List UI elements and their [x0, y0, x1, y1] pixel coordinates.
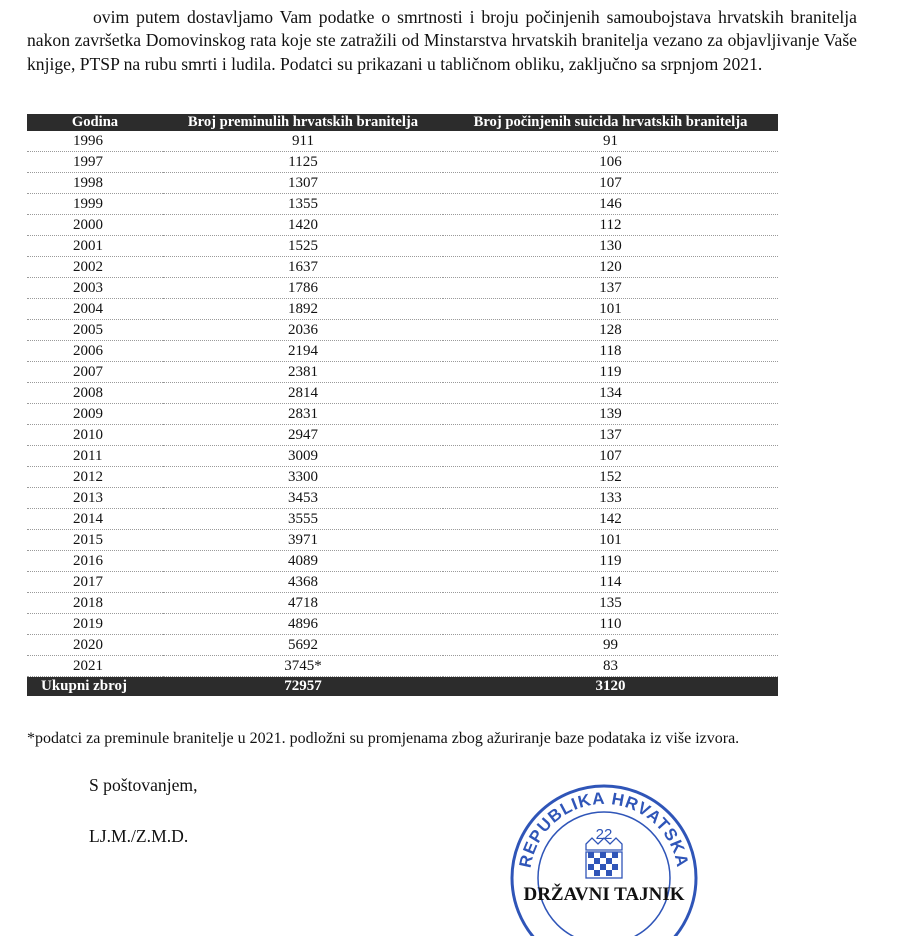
table-row: [27, 530, 778, 551]
suicides-cell: 110: [443, 614, 778, 635]
total-deceased: 72957: [163, 677, 443, 697]
veterans-data-table: [27, 114, 778, 696]
table-row: [27, 488, 778, 509]
suicides-cell: 114: [443, 572, 778, 593]
table-row: [27, 131, 778, 152]
deceased-cell: 2036: [163, 320, 443, 341]
deceased-cell: 4368: [163, 572, 443, 593]
year-cell: 2007: [27, 362, 163, 383]
deceased-cell: 5692: [163, 635, 443, 656]
year-cell: 2008: [27, 383, 163, 404]
table-row: [27, 362, 778, 383]
table-row: [27, 425, 778, 446]
suicides-cell: 106: [443, 152, 778, 173]
suicides-cell: 91: [443, 131, 778, 152]
table-total-row: [27, 677, 778, 697]
year-cell: 2005: [27, 320, 163, 341]
header-suicides: Broj počinjenih suicida hrvatskih branitelja: [443, 114, 778, 131]
table-row: [27, 446, 778, 467]
table-row: [27, 572, 778, 593]
suicides-cell: 107: [443, 173, 778, 194]
year-cell: 2003: [27, 278, 163, 299]
suicides-cell: 135: [443, 593, 778, 614]
suicides-cell: 142: [443, 509, 778, 530]
table-row: [27, 614, 778, 635]
deceased-cell: 4718: [163, 593, 443, 614]
table-row: [27, 341, 778, 362]
deceased-cell: 3009: [163, 446, 443, 467]
table-row: [27, 635, 778, 656]
year-cell: 1999: [27, 194, 163, 215]
year-cell: 1997: [27, 152, 163, 173]
official-stamp: [502, 776, 706, 936]
suicides-cell: 101: [443, 530, 778, 551]
year-cell: 2004: [27, 299, 163, 320]
suicides-cell: 134: [443, 383, 778, 404]
year-cell: 2017: [27, 572, 163, 593]
suicides-cell: 120: [443, 257, 778, 278]
suicides-cell: 133: [443, 488, 778, 509]
suicides-cell: 139: [443, 404, 778, 425]
year-cell: 2011: [27, 446, 163, 467]
table-row: [27, 467, 778, 488]
suicides-cell: 107: [443, 446, 778, 467]
year-cell: 2001: [27, 236, 163, 257]
suicides-cell: 146: [443, 194, 778, 215]
suicides-cell: 119: [443, 362, 778, 383]
year-cell: 2018: [27, 593, 163, 614]
table-row: [27, 299, 778, 320]
year-cell: 2000: [27, 215, 163, 236]
deceased-cell: 2831: [163, 404, 443, 425]
deceased-cell: 4896: [163, 614, 443, 635]
deceased-cell: 2947: [163, 425, 443, 446]
intro-paragraph: [27, 6, 857, 76]
year-cell: 2014: [27, 509, 163, 530]
table-row: [27, 593, 778, 614]
suicides-cell: 118: [443, 341, 778, 362]
year-cell: 2009: [27, 404, 163, 425]
closing-salutation: S poštovanjem,: [89, 775, 198, 795]
author-initials: LJ.M./Z.M.D.: [89, 826, 189, 846]
deceased-cell: 1525: [163, 236, 443, 257]
suicides-cell: 152: [443, 467, 778, 488]
year-cell: 1996: [27, 131, 163, 152]
deceased-cell: 4089: [163, 551, 443, 572]
header-deceased: Broj preminulih hrvatskih branitelja: [163, 114, 443, 131]
table-row: [27, 194, 778, 215]
header-year: Godina: [27, 114, 163, 131]
suicides-cell: 112: [443, 215, 778, 236]
deceased-cell: 3971: [163, 530, 443, 551]
table-row: [27, 404, 778, 425]
year-cell: 2015: [27, 530, 163, 551]
deceased-cell: 3555: [163, 509, 443, 530]
table-row: [27, 278, 778, 299]
year-cell: 2012: [27, 467, 163, 488]
table-row: [27, 656, 778, 677]
coat-of-arms-icon: [586, 838, 622, 878]
suicides-cell: 128: [443, 320, 778, 341]
total-label: Ukupni zbroj: [27, 677, 163, 697]
deceased-cell: 1892: [163, 299, 443, 320]
deceased-cell: 911: [163, 131, 443, 152]
deceased-cell: 1125: [163, 152, 443, 173]
deceased-cell: 1355: [163, 194, 443, 215]
suicides-cell: 119: [443, 551, 778, 572]
deceased-cell: 1637: [163, 257, 443, 278]
deceased-cell: 1307: [163, 173, 443, 194]
deceased-cell: 2194: [163, 341, 443, 362]
suicides-cell: 137: [443, 278, 778, 299]
table-row: [27, 215, 778, 236]
table-row: [27, 320, 778, 341]
deceased-cell: 1786: [163, 278, 443, 299]
suicides-cell: 83: [443, 656, 778, 677]
total-suicides: 3120: [443, 677, 778, 697]
deceased-cell: 3300: [163, 467, 443, 488]
year-cell: 2016: [27, 551, 163, 572]
table-row: [27, 173, 778, 194]
stamp-number: 22: [595, 826, 613, 843]
table-row: [27, 236, 778, 257]
year-cell: 2002: [27, 257, 163, 278]
deceased-cell: 3745*: [163, 656, 443, 677]
year-cell: 2021: [27, 656, 163, 677]
suicides-cell: 99: [443, 635, 778, 656]
year-cell: 2020: [27, 635, 163, 656]
year-cell: 1998: [27, 173, 163, 194]
year-cell: 2019: [27, 614, 163, 635]
intro-text: ovim putem dostavljamo Vam podatke o smrtnosti i broju počinjenih samoubojstava hrvatskih branitelja nakon završetka Domovinskog rata koje ste zatražili od Minstarstva hrvatskih branitelja vezano za objavljivanje Vaše knjige, PTSP na rubu smrti i ludila. Podatci su prikazani u tabličnom obliku, zaključno sa srpnjom 2021.: [27, 7, 857, 74]
deceased-cell: 1420: [163, 215, 443, 236]
suicides-cell: 101: [443, 299, 778, 320]
table-body: [27, 131, 778, 677]
table-row: [27, 152, 778, 173]
table-header-row: [27, 114, 778, 131]
year-cell: 2006: [27, 341, 163, 362]
table-row: [27, 257, 778, 278]
table-row: [27, 509, 778, 530]
deceased-cell: 3453: [163, 488, 443, 509]
year-cell: 2010: [27, 425, 163, 446]
year-cell: 2013: [27, 488, 163, 509]
deceased-cell: 2814: [163, 383, 443, 404]
footnote: *podatci za preminule branitelje u 2021. podložni su promjenama zbog ažuriranje baze podataka iz više izvora.: [27, 730, 740, 747]
suicides-cell: 130: [443, 236, 778, 257]
table-row: [27, 551, 778, 572]
suicides-cell: 137: [443, 425, 778, 446]
stamp-ring-text: REPUBLIKA HRVATSKA: [515, 788, 693, 870]
table-row: [27, 383, 778, 404]
stamp-title: DRŽAVNI TAJNIK: [523, 884, 685, 905]
deceased-cell: 2381: [163, 362, 443, 383]
